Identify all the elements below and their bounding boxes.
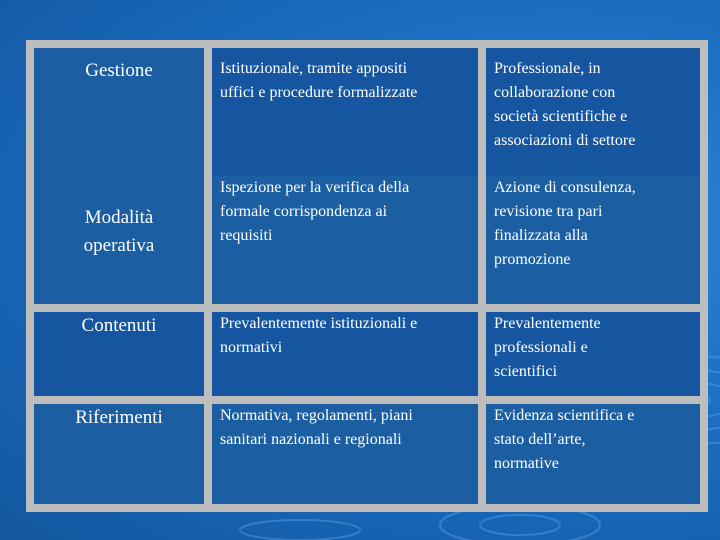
row-label-text: Modalità operativa bbox=[83, 207, 155, 256]
cell-gestione-professionale: Professionale, in collaborazione con società scientifiche e associazioni di settore bbox=[486, 48, 700, 176]
cell-modalita-professionale: Azione di consulenza, revisione tra pari finalizzata alla promozione bbox=[486, 176, 700, 304]
row-label-text: Riferimenti bbox=[75, 407, 163, 428]
cell-modalita-istituzionale: Ispezione per la verifica della formale corrispondenza ai requisiti bbox=[212, 176, 478, 304]
row-label-text: Gestione bbox=[85, 60, 153, 81]
cell-gestione-istituzionale: Istituzionale, tramite appositi uffici e procedure formalizzate bbox=[212, 48, 478, 176]
row-label-riferimenti bbox=[34, 404, 204, 504]
row-label-modalita-operativa bbox=[34, 176, 204, 304]
cell-riferimenti-professionale: Evidenza scientifica e stato dell’arte, normative bbox=[486, 404, 700, 504]
row-label-text: Contenuti bbox=[81, 315, 157, 336]
comparison-table bbox=[26, 40, 708, 512]
cell-riferimenti-istituzionale: Normativa, regolamenti, piani sanitari nazionali e regionali bbox=[212, 404, 478, 504]
row-label-gestione bbox=[34, 48, 204, 176]
row-label-contenuti bbox=[34, 312, 204, 396]
cell-contenuti-professionale: Prevalentemente professionali e scientifici bbox=[486, 312, 700, 396]
cell-contenuti-istituzionale: Prevalentemente istituzionali e normativi bbox=[212, 312, 478, 396]
